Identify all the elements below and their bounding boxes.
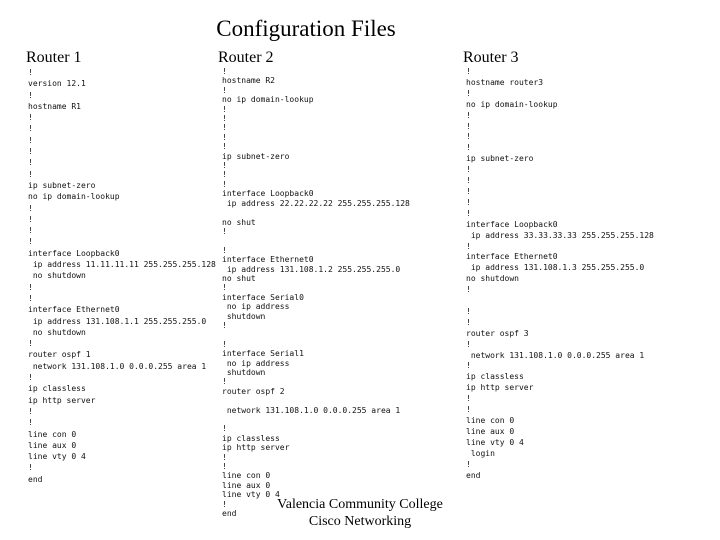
footer-institution: Valencia Community College xyxy=(277,497,443,512)
router-1-heading: Router 1 xyxy=(26,49,82,66)
page-title: Configuration Files xyxy=(216,16,396,41)
footer xyxy=(230,496,490,530)
router-2-heading: Router 2 xyxy=(218,49,274,66)
router-2-config: ! hostname R2 ! no ip domain-lookup ! ! ! ! ! ip subnet-zero ! ! ! interface Loopback0 ip address 22.22.22.22 255.255.255.128 no shut ! ! interface Ethernet0 ip address 131.108.1.2 255.255.255.0 no shut ! interface Serial0 no ip address shutdown ! ! interface Serial1 no ip address shutdown ! router ospf 2 network 131.108.1.0 0.0.0.255 area 1 ! ip classless ip http server ! ! line con 0 line aux 0 line vty 0 4 ! end xyxy=(222,67,410,519)
footer-program: Cisco Networking xyxy=(308,514,412,529)
router-3-heading: Router 3 xyxy=(463,49,519,66)
router-3-config: ! hostname router3 ! no ip domain-lookup ! ! ! ! ip subnet-zero ! ! ! ! ! interface Loopback0 ip address 33.33.33.33 255.255.255.128 ! interface Ethernet0 ip address 131.108.1.3 255.255.255.0 no shutdown ! ! ! router ospf 3 ! network 131.108.1.0 0.0.0.255 area 1 ! ip classless ip http server ! ! line con 0 line aux 0 line vty 0 4 login ! end xyxy=(466,67,654,480)
router-1-config: ! version 12.1 ! hostname R1 ! ! ! ! ! ! ip subnet-zero no ip domain-lookup ! ! ! ! interface Loopback0 ip address 11.11.11.11 255.255.255.128 no shutdown ! ! interface Ethernet0 ip address 131.108.1.1 255.255.255.0 no shutdown ! router ospf 1 network 131.108.1.0 0.0.0.255 area 1 ! ip classless ip http server ! ! line con 0 line aux 0 line vty 0 4 ! end xyxy=(28,68,216,484)
